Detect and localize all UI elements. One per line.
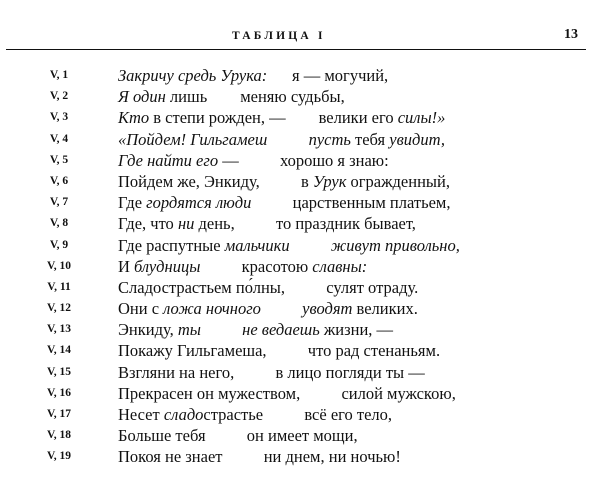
verse-number: V, 17: [46, 408, 72, 420]
verse-line: [0, 405, 596, 426]
verse-segment: [290, 236, 331, 255]
verse-segment: Где, что: [118, 214, 178, 234]
verse-line: [0, 108, 596, 129]
verse-segment: Несет: [118, 405, 164, 424]
verse-text: [118, 87, 345, 107]
verse-text: [118, 130, 445, 150]
verse-italic-segment: блудницы: [134, 256, 201, 276]
verse-italic-segment: люди: [215, 193, 252, 213]
verse-number: V, 5: [49, 153, 69, 166]
running-title: ТАБЛИЦА I: [232, 30, 326, 42]
verse-text: [118, 257, 367, 277]
verse-number: V, 7: [49, 196, 69, 209]
verse-text: [118, 108, 445, 128]
verse-italic-segment: Где найти его: [118, 150, 219, 170]
verse-text: [118, 193, 450, 213]
verse-segment: страстье всё его тело,: [203, 405, 393, 424]
verse-line: [0, 320, 596, 341]
verse-italic-segment: Кто: [118, 108, 150, 128]
page-number: 13: [564, 27, 578, 42]
verse-segment: Сладострастьем по́лны, сулят отраду.: [118, 277, 419, 297]
verse-line: [0, 236, 596, 257]
verse-italic-segment: ты: [177, 320, 201, 340]
verse-italic-segment: увидит,: [389, 129, 446, 149]
verse-text: [118, 320, 393, 340]
verse-segment: Покажу Гильгамеша, что рад стенаньям.: [118, 341, 441, 361]
verse-text: [118, 214, 416, 234]
verse-segment: огражденный,: [346, 171, 450, 191]
verse-number: V, 10: [46, 259, 72, 272]
header-rule: [6, 49, 586, 50]
verse-line: [0, 341, 596, 362]
verse-italic-segment: ложа: [163, 299, 202, 319]
verse-italic-segment: не ведаешь: [242, 320, 320, 340]
verse-text: [118, 278, 418, 298]
verse-segment: Покоя не знает ни днем, ни ночью!: [118, 447, 401, 467]
verse-number: V, 11: [47, 280, 71, 293]
verse-italic-segment: ни: [177, 214, 195, 234]
verse-segment: в степи рожден, — велики его: [149, 108, 398, 128]
verse-segment: красотою: [200, 256, 313, 276]
verse-line: [0, 214, 596, 235]
verse-line: [0, 426, 596, 447]
verse-line: [0, 363, 596, 384]
verse-segment: Прекрасен он мужеством, силой мужскою,: [118, 383, 456, 403]
verse-text: [118, 172, 450, 192]
verse-line: [0, 66, 596, 87]
verse-number: V, 15: [46, 365, 72, 378]
verse-italic-segment: уводят: [302, 299, 353, 319]
verse-text: [118, 384, 456, 404]
verse-number: V, 13: [46, 323, 72, 336]
page-header: [0, 0, 596, 52]
verse-text: [118, 151, 389, 171]
verse-italic-segment: мальчики: [224, 235, 290, 255]
verse-number: V, 12: [46, 302, 72, 315]
verse-line: [0, 130, 596, 151]
verse-number: V, 19: [46, 450, 72, 463]
verse-list: [0, 66, 596, 469]
verse-italic-segment: привольно,: [385, 235, 460, 255]
verse-segment: Где распутные: [118, 235, 225, 255]
verse-segment: жизни, —: [319, 320, 394, 340]
verse-segment: великих.: [352, 299, 418, 319]
verse-italic-segment: Закричу средь Урука:: [118, 66, 268, 85]
verse-italic-segment: Я один: [118, 87, 166, 107]
verse-segment: Пойдем же, Энкиду, в: [118, 171, 313, 191]
verse-line: [0, 447, 596, 468]
verse-text: [118, 426, 358, 446]
verse-number: V, 3: [49, 111, 69, 124]
verse-line: [0, 384, 596, 405]
verse-number: V, 1: [49, 69, 69, 81]
verse-segment: [201, 320, 242, 339]
verse-segment: день, то праздник бывает,: [194, 214, 416, 234]
verse-line: [0, 278, 596, 299]
verse-line: [0, 172, 596, 193]
verse-italic-segment: «Пойдем! Гильгамеш: [118, 129, 268, 149]
verse-segment: Они с: [118, 299, 164, 319]
verse-italic-segment: Урук: [312, 171, 347, 191]
verse-segment: лишь меняю судьбы,: [165, 87, 345, 107]
verse-segment: я — могучий,: [267, 66, 389, 85]
verse-italic-segment: ночного: [205, 299, 261, 319]
verse-line: [0, 257, 596, 278]
verse-number: V, 8: [49, 217, 69, 230]
verse-line: [0, 151, 596, 172]
verse-segment: царственным платьем,: [251, 193, 451, 213]
verse-italic-segment: сладо: [163, 405, 204, 424]
verse-segment: [267, 130, 308, 149]
verse-italic-segment: силы!»: [397, 108, 446, 128]
verse-segment: [261, 299, 302, 318]
verse-number: V, 16: [46, 386, 72, 399]
verse-italic-segment: славны:: [312, 256, 368, 276]
verse-italic-segment: живут: [330, 235, 381, 255]
verse-segment: Энкиду,: [118, 320, 178, 340]
verse-line: [0, 87, 596, 108]
verse-text: [118, 405, 392, 425]
verse-italic-segment: пусть: [308, 129, 351, 149]
verse-number: V, 6: [49, 174, 69, 187]
verse-segment: Взгляни на него, в лицо погляди ты —: [118, 362, 425, 382]
verse-number: V, 4: [49, 132, 69, 145]
verse-text: [118, 363, 425, 383]
verse-line: [0, 299, 596, 320]
verse-line: [0, 193, 596, 214]
verse-text: [118, 447, 401, 467]
verse-segment: — хорошо я знаю:: [218, 150, 389, 170]
verse-number: V, 2: [49, 90, 69, 103]
verse-segment: Где: [118, 193, 147, 213]
verse-segment: Больше тебя он имеет мощи,: [118, 426, 358, 446]
verse-number: V, 9: [49, 238, 69, 251]
verse-number: V, 18: [46, 429, 72, 442]
verse-italic-segment: гордятся: [146, 193, 212, 213]
verse-text: [118, 66, 388, 86]
verse-text: [118, 341, 440, 361]
verse-text: [118, 236, 460, 256]
verse-number: V, 14: [46, 344, 72, 357]
verse-segment: И: [118, 256, 135, 276]
verse-text: [118, 299, 418, 319]
verse-segment: тебя: [350, 129, 390, 149]
